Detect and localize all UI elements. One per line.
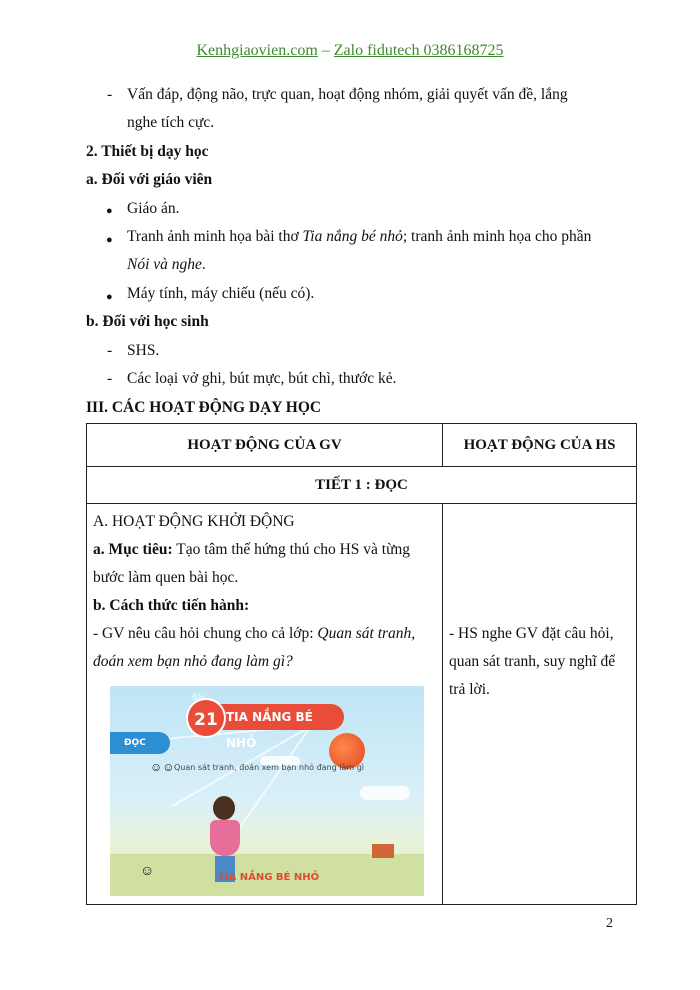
- teacher-item-2-end: .: [201, 256, 206, 273]
- student-dash-2: -: [107, 370, 113, 387]
- gv-step-1-question: Quan sát tranh,: [317, 625, 416, 642]
- gv-goal-line-2: bước làm quen bài học.: [93, 569, 239, 586]
- reading-tag: ĐỌC: [110, 732, 170, 754]
- poem-title: Tia nắng bé nhỏ: [302, 228, 403, 245]
- cloud: [360, 786, 410, 800]
- teacher-item-3: Máy tính, máy chiếu (nếu có).: [127, 285, 315, 302]
- gv-method-label: b. Cách thức tiến hành:: [93, 597, 250, 614]
- methods-line-1: Vấn đáp, động não, trực quan, hoạt động nhóm, giải quyết vấn đề, lắng: [127, 86, 568, 103]
- column-header-gv: HOẠT ĐỘNG CỦA GV: [87, 424, 443, 467]
- teacher-item-2-text-b: ; tranh ảnh minh họa cho phần: [402, 228, 592, 245]
- page-number: 2: [606, 916, 613, 931]
- hs-activity-cell: [443, 504, 637, 905]
- teacher-heading: a. Đối với giáo viên: [86, 171, 213, 188]
- student-heading: b. Đối với học sinh: [86, 313, 209, 330]
- page-header: [0, 42, 700, 60]
- hs-line-2: quan sát tranh, suy nghĩ để: [449, 653, 616, 670]
- gv-goal-label: a. Mục tiêu:: [93, 541, 173, 558]
- hs-line-1: - HS nghe GV đặt câu hỏi,: [449, 625, 614, 642]
- lesson-number-badge: 21: [186, 698, 226, 738]
- teacher-item-1: Giáo án.: [127, 200, 180, 217]
- gv-step-1-line-2: [93, 648, 436, 676]
- kids-icon: ☺☺: [150, 760, 175, 774]
- header-contact-link[interactable]: Zalo fidutech 0386168725: [333, 42, 504, 59]
- lesson-title-banner: TIA NẮNG BÉ NHỎ: [214, 704, 344, 730]
- girl-head: [213, 796, 235, 820]
- gv-step-1: [93, 620, 436, 648]
- gv-goal-text: Tạo tâm thế hứng thú cho HS và từng: [172, 541, 410, 558]
- student-item-2: Các loại vở ghi, bút mực, bút chì, thước kẻ.: [127, 370, 397, 387]
- girl-body: [210, 820, 240, 856]
- session-row: TIẾT 1 : ĐỌC: [87, 467, 637, 504]
- activity-table: [86, 423, 637, 905]
- bullet-3: ●: [106, 291, 113, 303]
- gv-activity-title: A. HOẠT ĐỘNG KHỞI ĐỘNG: [93, 513, 295, 530]
- column-header-hs: HOẠT ĐỘNG CỦA HS: [443, 424, 637, 467]
- bullet-1: ●: [106, 205, 113, 217]
- section-3-heading: III. CÁC HOẠT ĐỘNG DẠY HỌC: [86, 399, 322, 416]
- bullet-2: ●: [106, 234, 113, 246]
- illustration-prompt: Quan sát tranh, đoán xem bạn nhỏ đang làm gì: [174, 763, 365, 772]
- kid-reading-icon: ☺: [140, 864, 155, 879]
- illustration-bottom-title: TIA NẮNG BÉ NHỎ: [218, 872, 320, 883]
- gv-activity-cell: [87, 504, 443, 905]
- header-separator: –: [317, 42, 334, 59]
- methods-line-2: nghe tích cực.: [127, 114, 215, 131]
- gv-step-1-question-cont: đoán xem bạn nhỏ đang làm gì?: [93, 653, 293, 670]
- student-item-1: SHS.: [127, 342, 160, 359]
- student-dash-1: -: [107, 342, 113, 359]
- lesson-word: Bài: [192, 693, 205, 702]
- hs-line-3: trả lời.: [449, 681, 490, 698]
- header-site-link[interactable]: Kenhgiaovien.com: [196, 42, 318, 59]
- teacher-item-2-text-a: Tranh ảnh minh họa bài thơ: [127, 228, 303, 245]
- teacher-item-2-line-2: [127, 256, 206, 274]
- house-icon: [372, 844, 394, 858]
- lesson-illustration: [110, 686, 424, 896]
- methods-dash: -: [107, 86, 113, 103]
- gv-goal: [93, 536, 436, 564]
- section-title: Nói và nghe: [127, 256, 202, 273]
- equipment-heading: 2. Thiết bị dạy học: [86, 143, 209, 160]
- gv-step-1-text: - GV nêu câu hỏi chung cho cả lớp:: [93, 625, 318, 642]
- teacher-item-2: [127, 228, 591, 246]
